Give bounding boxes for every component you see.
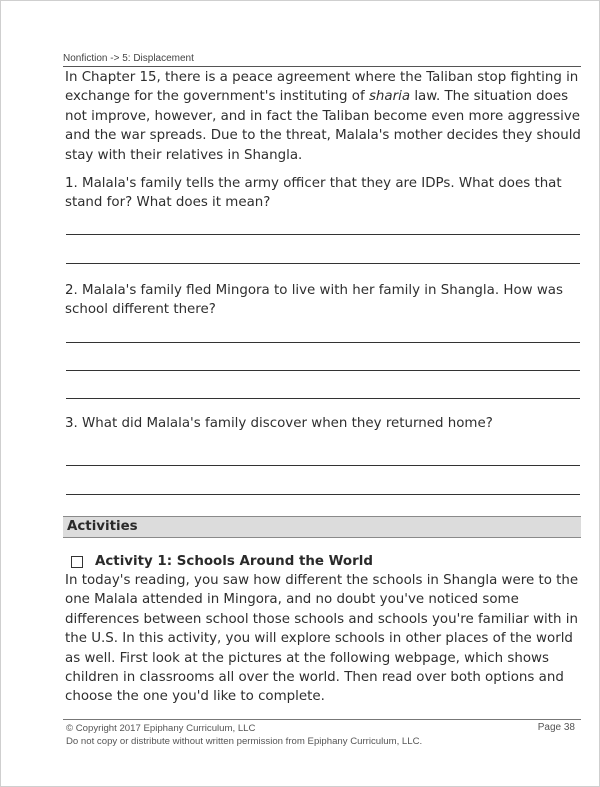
activity-1-title: Activity 1: Schools Around the World xyxy=(95,554,373,569)
footer-notice: Do not copy or distribute without written permission from Epiphany Curriculum, LLC. xyxy=(66,736,423,747)
page-number: Page 38 xyxy=(537,722,575,733)
footer-legal xyxy=(66,722,422,748)
footer-rule xyxy=(63,719,581,720)
intro-italic-term: sharia xyxy=(368,89,411,105)
activity-1-heading xyxy=(71,554,373,569)
activity-1-checkbox[interactable] xyxy=(71,556,83,568)
activity-1-body: In today's reading, you saw how different the schools in Shangla were to the one Malala attended in Mingora, and no doubt you've noticed some differences between school those schools and schools you're familiar with in the U.S. In this activity, you will explore schools in other places of the world as well. First look at the pictures at the following webpage, which shows children in classrooms all over the world. Then read over both options and choose the one you'd like to complete. xyxy=(65,573,579,705)
activities-section-title: Activities xyxy=(67,519,138,534)
intro-text-end: law. The situation does not improve, however, and in fact the Taliban become even more aggressive and the war spreads. Due to the threat, Malala's mother decides they should stay with their relatives in Shangla. xyxy=(65,89,581,163)
question-3: 3. What did Malala's family discover when they returned home? xyxy=(65,416,493,431)
answer-line-q2-2[interactable] xyxy=(66,370,580,371)
answer-line-q2-3[interactable] xyxy=(66,398,580,399)
header-rule xyxy=(63,66,581,67)
intro-paragraph xyxy=(65,68,585,165)
header-breadcrumb: Nonfiction -> 5: Displacement xyxy=(63,53,194,64)
answer-line-q1-2[interactable] xyxy=(66,263,580,264)
activities-section-bar xyxy=(63,516,581,538)
question-2: 2. Malala's family fled Mingora to live with her family in Shangla. How was school different there? xyxy=(65,283,563,318)
answer-line-q2-1[interactable] xyxy=(66,342,580,343)
question-1: 1. Malala's family tells the army officer that they are IDPs. What does that stand for? What does it mean? xyxy=(65,176,562,211)
answer-line-q3-1[interactable] xyxy=(66,465,580,466)
footer-copyright: © Copyright 2017 Epiphany Curriculum, LLC xyxy=(66,723,256,734)
answer-line-q3-2[interactable] xyxy=(66,494,580,495)
answer-line-q1-1[interactable] xyxy=(66,234,580,235)
intro-text-start: In Chapter 15, there is a peace agreement where the Taliban stop fighting in exchange for the government's instituting of xyxy=(65,70,579,105)
